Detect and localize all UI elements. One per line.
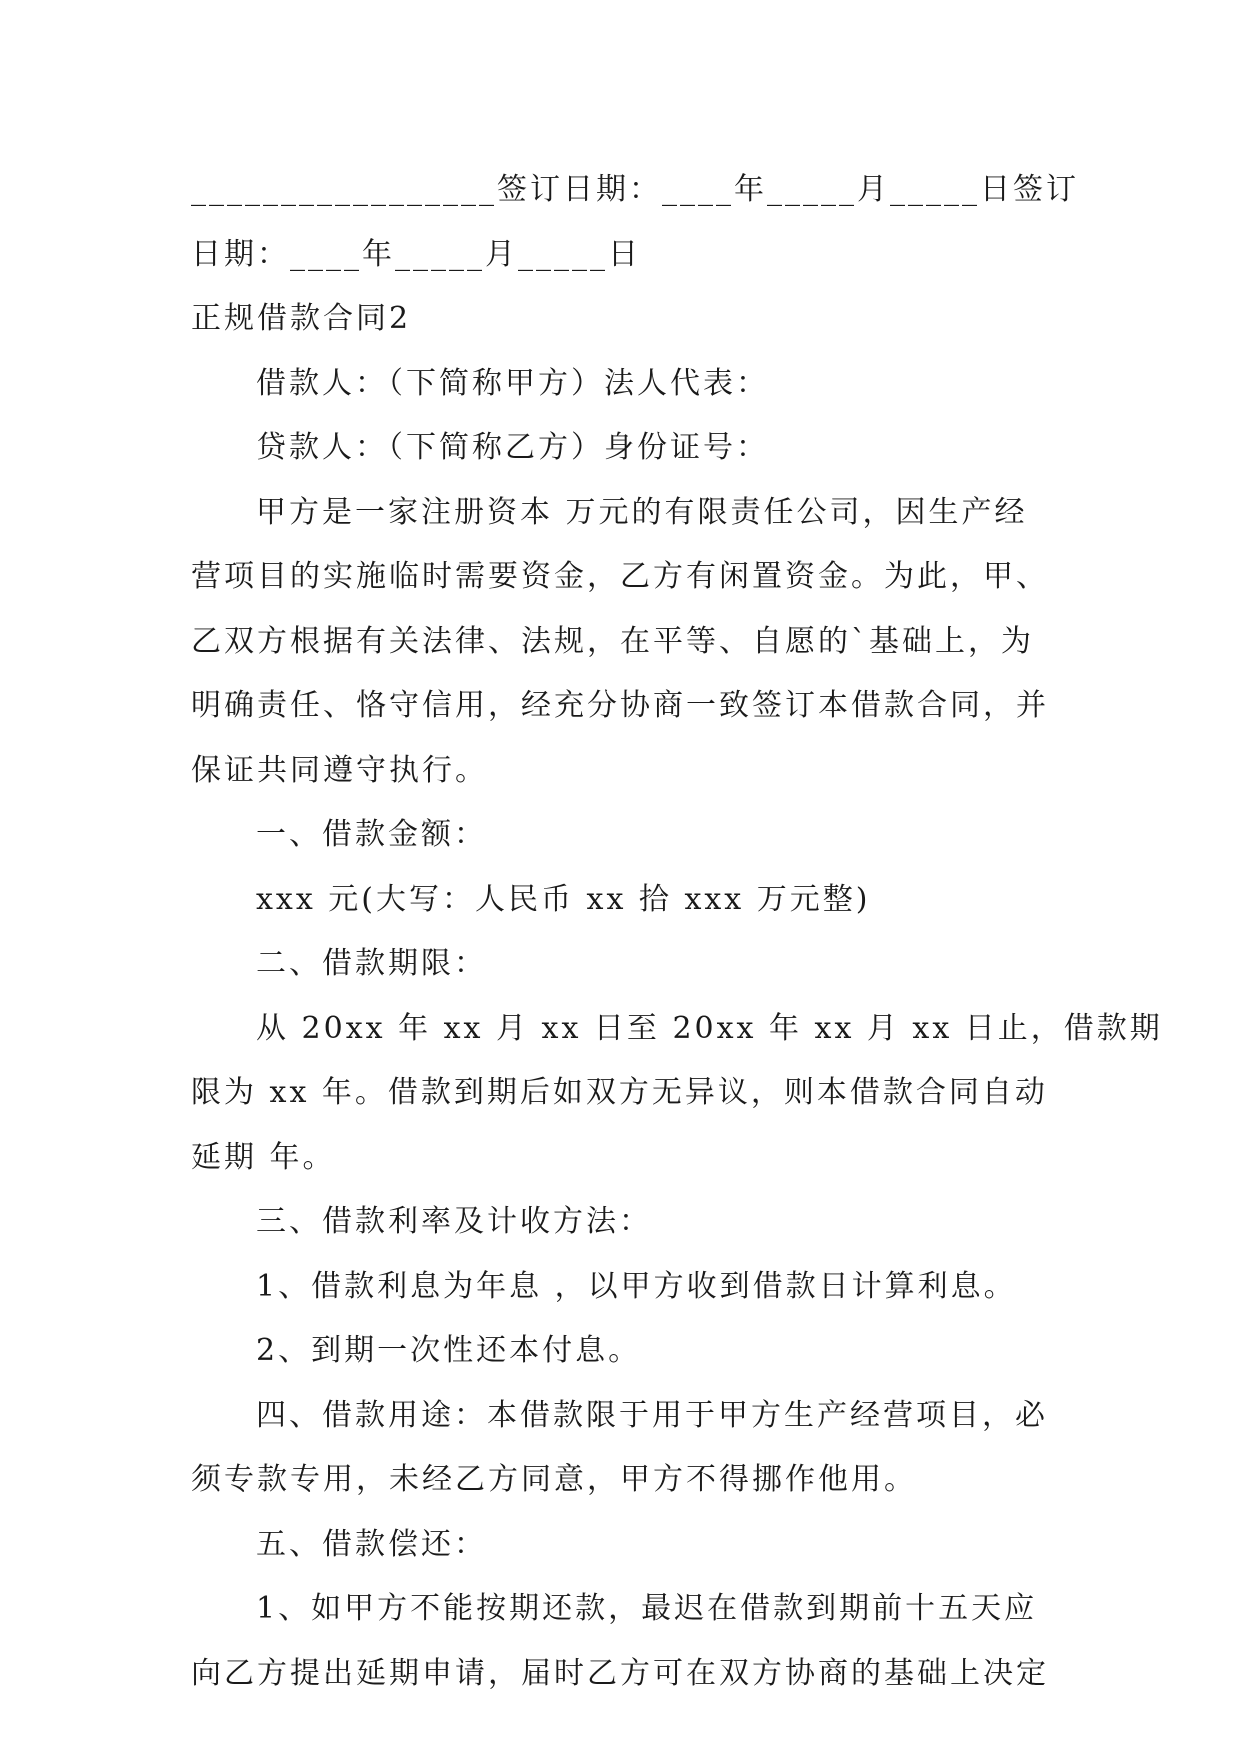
paragraph-line: 2、到期一次性还本付息。: [256, 1333, 642, 1368]
paragraph-line: 乙双方根据有关法律、法规，在平等、自愿的`基础上，为: [191, 623, 1034, 659]
paragraph-line: 明确责任、恪守信用，经充分协商一致签订本借款合同，并: [191, 688, 1049, 723]
section-heading: 三、借款利率及计收方法：: [256, 1204, 652, 1239]
section-heading: 四、借款用途：本借款限于用于甲方生产经营项目，必: [256, 1397, 1048, 1433]
paragraph-line: 限为 xx 年。借款到期后如双方无异议，则本借款合同自动: [191, 1075, 1048, 1110]
borrower-line: 借款人：（下简称甲方）法人代表：: [256, 365, 769, 401]
paragraph-line: 保证共同遵守执行。: [191, 752, 488, 788]
paragraph-line: 1、如甲方不能按期还款，最迟在借款到期前十五天应: [256, 1591, 1038, 1626]
paragraph-line: 甲方是一家注册资本 万元的有限责任公司，因生产经: [256, 494, 1028, 530]
paragraph-line: 营项目的实施临时需要资金，乙方有闲置资金。为此，甲、: [191, 559, 1049, 594]
section-heading: 二、借款期限：: [256, 946, 487, 981]
signing-date-line: _________________签订日期：____年_____月_____日签订: [191, 172, 1079, 207]
signing-date-line: 日期：____年_____月_____日: [191, 236, 641, 272]
section-heading: 五、借款偿还：: [256, 1526, 487, 1562]
paragraph-line: 1、借款利息为年息 ，以甲方收到借款日计算利息。: [256, 1268, 1017, 1304]
paragraph-line: 须专款专用，未经乙方同意，甲方不得挪作他用。: [191, 1462, 917, 1497]
paragraph-line: 向乙方提出延期申请，届时乙方可在双方协商的基础上决定: [191, 1655, 1049, 1691]
lender-line: 贷款人：（下简称乙方）身份证号：: [256, 430, 769, 465]
section-heading: 一、借款金额：: [256, 817, 487, 852]
paragraph-line: xxx 元(大写：人民币 xx 拾 xxx 万元整): [256, 881, 871, 917]
document-body: [191, 158, 1163, 1706]
contract-title: 正规借款合同2: [191, 301, 412, 336]
paragraph-line: 从 20xx 年 xx 月 xx 日至 20xx 年 xx 月 xx 日止，借款期: [256, 1010, 1163, 1046]
paragraph-line: 延期 年。: [191, 1139, 336, 1175]
